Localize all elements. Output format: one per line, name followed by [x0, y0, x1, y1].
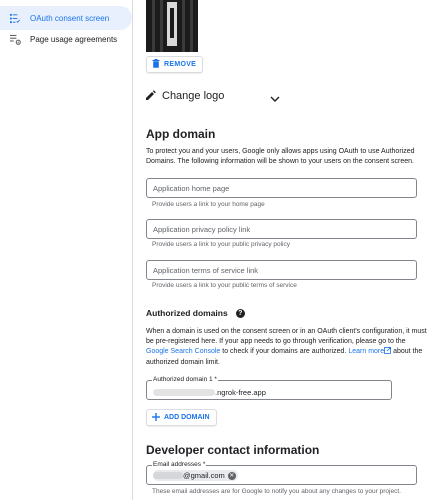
application-terms-of-service-input[interactable]	[146, 260, 417, 280]
app-logo-image	[146, 0, 198, 52]
tos-placeholder: Application terms of service link	[153, 265, 259, 275]
sidebar-item-label: Page usage agreements	[30, 34, 118, 44]
application-privacy-policy-input[interactable]	[146, 219, 417, 239]
sidebar	[0, 0, 133, 500]
list-checks-icon	[9, 12, 21, 24]
authorized-domain-1-value	[153, 388, 266, 397]
developer-contact-title: Developer contact information	[146, 443, 320, 457]
remove-logo-button[interactable]	[146, 56, 203, 73]
email-chip-container	[153, 470, 238, 481]
add-domain-button[interactable]	[146, 409, 217, 426]
app-domain-description: To protect you and your users, Google only allows apps using OAuth to use Authorized Domains. The following information will be shown to your users on the consent screen.	[146, 148, 415, 165]
google-search-console-link[interactable]: Google Search Console	[146, 348, 221, 355]
authorized-domains-desc-text: When a domain is used on the consent screen or in an OAuth client's configuration, it must be pre-registered here. If your app needs to go through verification, please go to the	[146, 328, 427, 345]
authorized-domains-title: Authorized domains	[146, 308, 228, 318]
change-logo-expander[interactable]	[146, 88, 286, 104]
chip-remove-icon[interactable]: ✕	[229, 472, 235, 479]
email-chip[interactable]	[153, 470, 238, 481]
sidebar-item-label: OAuth consent screen	[30, 13, 110, 23]
privacy-placeholder: Application privacy policy link	[153, 224, 251, 234]
email-addresses-label: Email addresses *	[153, 461, 206, 468]
authorized-domains-desc-text: about the authorized domain limit.	[146, 348, 423, 366]
authorized-domains-heading	[146, 308, 245, 318]
authorized-domains-description	[146, 327, 428, 368]
developer-email-input[interactable]	[146, 461, 417, 485]
plus-icon	[152, 413, 160, 423]
pencil-icon	[146, 87, 156, 105]
developer-email-hint: These email addresses are for Google to notify you about any changes to your project.	[152, 488, 401, 495]
sidebar-item-page-usage-agreements[interactable]	[0, 27, 133, 51]
help-icon[interactable]: ?	[236, 309, 245, 318]
authorized-domains-desc-text: to check if your domains are authorized.	[220, 348, 349, 355]
application-home-page-input[interactable]	[146, 178, 417, 198]
tos-hint: Provide users a link to your public terms of service	[152, 282, 297, 289]
home-page-hint: Provide users a link to your home page	[152, 201, 265, 208]
home-page-placeholder: Application home page	[153, 183, 230, 193]
authorized-domain-1-input[interactable]	[146, 376, 392, 400]
add-domain-label: ADD DOMAIN	[164, 414, 210, 421]
learn-more-link[interactable]: Learn more	[348, 348, 385, 355]
authorized-domain-1-label: Authorized domain 1 *	[153, 376, 217, 383]
domain-value-text: .ngrok-free.app	[215, 388, 266, 397]
redacted-text	[153, 389, 215, 396]
trash-icon	[152, 59, 160, 70]
settings-list-icon	[9, 33, 21, 45]
redacted-text	[153, 472, 183, 479]
main-content	[134, 0, 434, 500]
privacy-hint: Provide users a link to your public privacy policy	[152, 241, 291, 248]
change-logo-label: Change logo	[162, 90, 225, 102]
email-chip-text: @gmail.com	[183, 471, 225, 480]
remove-button-label: REMOVE	[164, 61, 197, 68]
app-domain-title: App domain	[146, 127, 216, 141]
chevron-down-icon	[270, 90, 280, 108]
